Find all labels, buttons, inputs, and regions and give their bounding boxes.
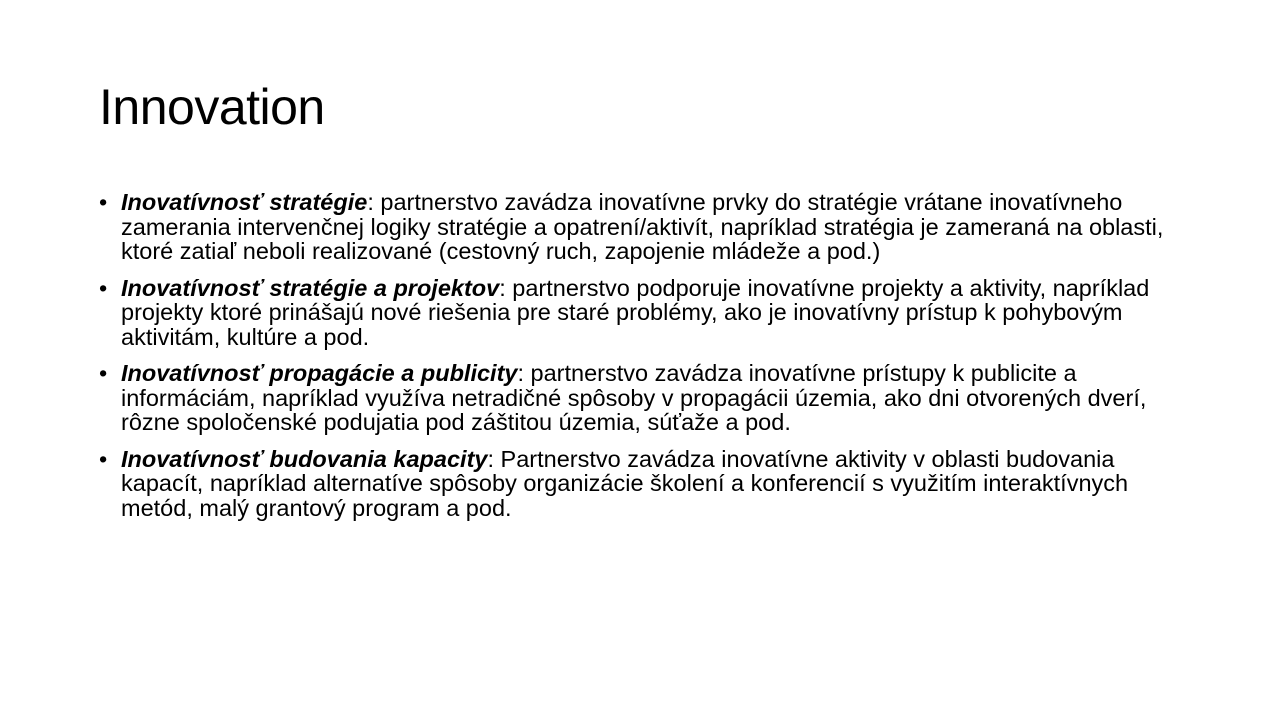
bullet-term: Inovatívnosť budovania kapacity [121, 445, 488, 472]
bullet-term: Inovatívnosť stratégie [121, 189, 368, 215]
slide-title: Innovation [99, 79, 325, 135]
bullet-item-projects [99, 276, 1189, 350]
bullet-text: : partnerstvo podporuje inovatívne projekty a aktivity, napríklad projekty ktoré prinášajú nové riešenia pre staré problémy, ako je inovatívny prístup k pohybovým aktivitám, kultúre a pod. [121, 274, 1150, 350]
bullet-item-publicity [99, 361, 1189, 435]
bullet-text: : Partnerstvo zavádza inovatívne aktivity v oblasti budovania kapacít, napríklad alternatíve spôsoby organizácie školení a konferencií s využitím interaktívnych metód, malý grantový program a pod. [121, 445, 1129, 521]
bullet-term: Inovatívnosť propagácie a publicity [121, 360, 518, 386]
bullet-dot-icon: • [99, 445, 108, 472]
bullet-list [99, 190, 1189, 532]
bullet-term: Inovatívnosť stratégie a projektov [121, 274, 500, 301]
bullet-text: : partnerstvo zavádza inovatívne prvky do stratégie vrátane inovatívneho zamerania intervenčnej logiky stratégie a opatrení/aktivít, napríklad stratégia je zameraná na oblasti, ktoré zatiaľ neboli realizované (cestovný ruch, zapojenie mládeže a pod.) [121, 189, 1164, 264]
bullet-item-strategy [99, 190, 1189, 264]
bullet-dot-icon: • [99, 189, 108, 215]
bullet-text: : partnerstvo zavádza inovatívne prístupy k publicite a informáciám, napríklad využíva netradičné spôsoby v propagácii územia, ako dni otvorených dverí, rôzne spoločenské podujatia pod záštitou územia, súťaže a pod. [121, 360, 1147, 435]
bullet-dot-icon: • [99, 360, 108, 386]
bullet-dot-icon: • [99, 274, 108, 301]
bullet-item-capacity [99, 447, 1189, 521]
